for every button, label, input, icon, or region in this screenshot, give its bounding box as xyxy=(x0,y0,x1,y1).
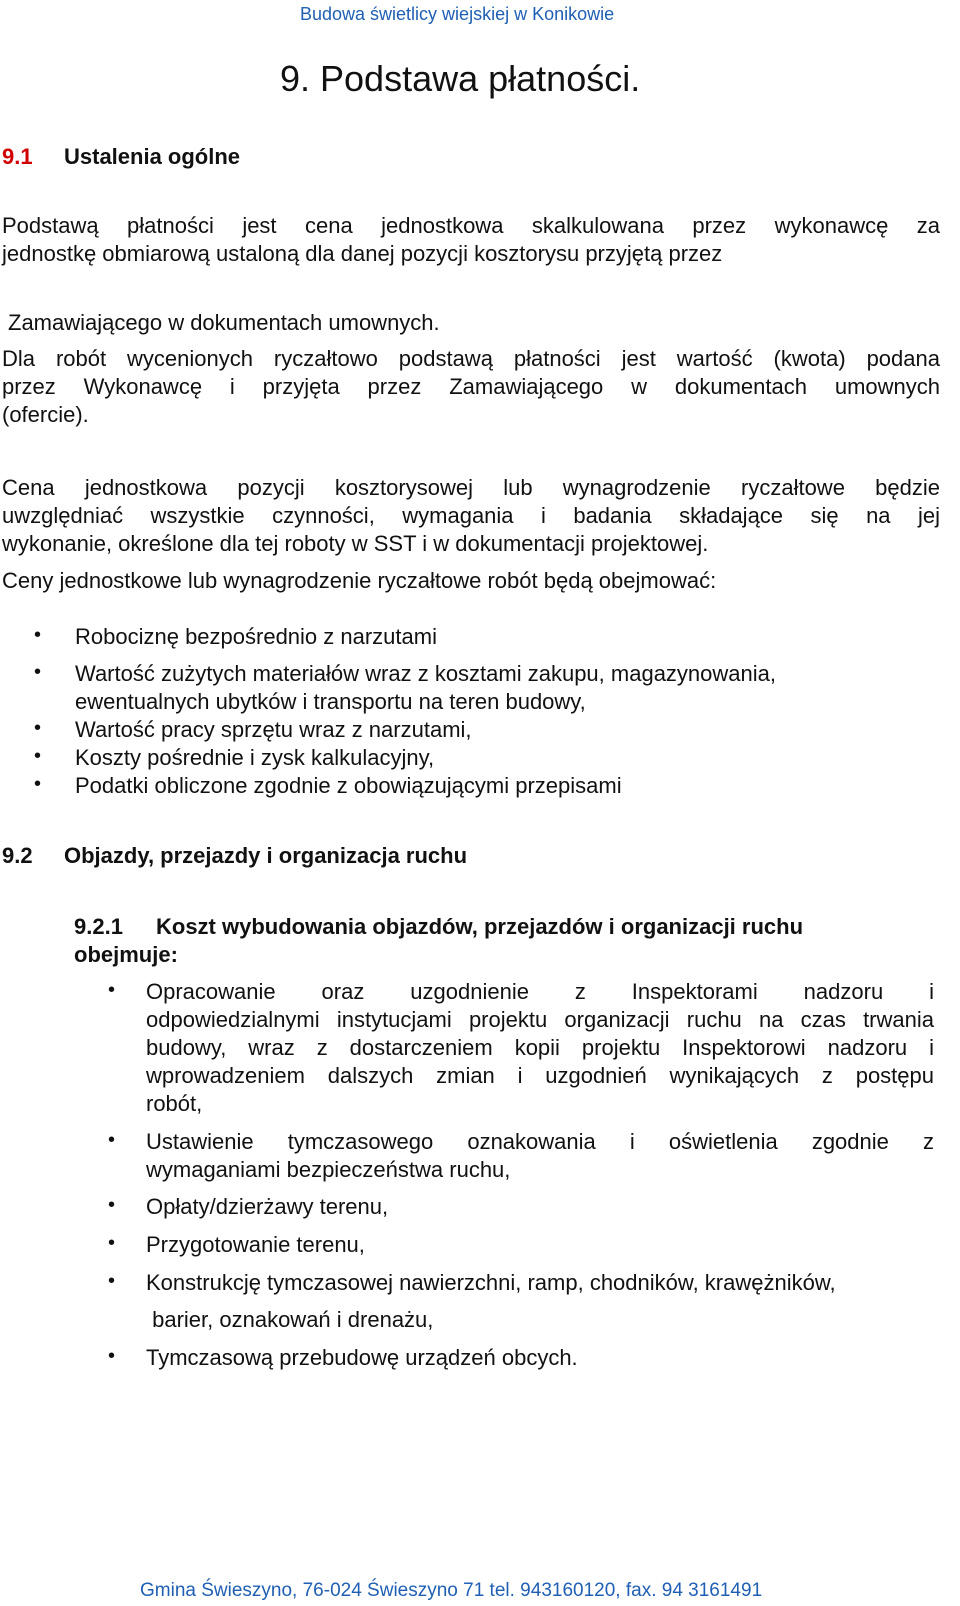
list-item-continuation xyxy=(146,1306,433,1334)
section-number: 9.1 xyxy=(2,144,33,169)
paragraph-4: Ceny jednostkowe lub wynagrodzenie ryczałtowe robót będą obejmować: xyxy=(2,568,717,593)
list-item-text: Podatki obliczone zgodnie z obowiązującymi przepisami xyxy=(75,773,622,798)
paragraph-line: (ofercie). xyxy=(2,402,89,427)
paragraph-line: wykonanie, określone dla tej roboty w SST i w dokumentacji projektowej. xyxy=(2,531,709,556)
paragraph-line: uwzględniać wszystkie czynności, wymagania i badania składające się na jej xyxy=(2,503,940,528)
bullet-marker: • xyxy=(108,1129,116,1151)
bullet-marker: • xyxy=(108,979,116,1001)
bullet-marker: • xyxy=(34,717,42,739)
section-heading-9-2 xyxy=(2,843,467,869)
paragraph-1-continuation: Zamawiającego w dokumentach umownych. xyxy=(8,310,440,335)
paragraph-2 xyxy=(2,345,940,429)
list-item-text: Koszty pośrednie i zysk kalkulacyjny, xyxy=(75,745,435,770)
bullet-marker: • xyxy=(108,1232,116,1254)
bullet-marker: • xyxy=(34,624,42,646)
list-item xyxy=(146,1128,934,1184)
list-item-text: Konstrukcję tymczasowej nawierzchni, ramp, chodników, krawężników, xyxy=(146,1270,836,1295)
list-item xyxy=(75,623,437,651)
list-item xyxy=(146,1193,388,1221)
subsection-title: Koszt wybudowania objazdów, przejazdów i organizacji ruchu xyxy=(156,914,804,939)
list-item-text: odpowiedzialnymi instytucjami projektu organizacji ruchu na czas trwania xyxy=(146,1007,934,1032)
bullet-marker: • xyxy=(34,773,42,795)
bullet-marker: • xyxy=(108,1270,116,1292)
list-item-text: wprowadzeniem dalszych zmian i uzgodnień wynikających z postępu xyxy=(146,1063,934,1088)
bullet-marker: • xyxy=(34,661,42,683)
list-item xyxy=(75,716,472,744)
list-item xyxy=(146,978,934,1118)
bullet-marker: • xyxy=(34,745,42,767)
list-item xyxy=(146,1344,578,1372)
list-item xyxy=(75,744,434,772)
list-item-text: robót, xyxy=(146,1091,203,1116)
section-title: Ustalenia ogólne xyxy=(64,144,241,169)
list-item-text: Tymczasową przebudowę urządzeń obcych. xyxy=(146,1345,578,1370)
paragraph-line: Podstawą płatności jest cena jednostkowa skalkulowana przez wykonawcę za xyxy=(2,213,940,238)
list-item xyxy=(146,1231,365,1259)
paragraph-line: jednostkę obmiarową ustaloną dla danej pozycji kosztorysu przyjętą przez xyxy=(2,241,723,266)
subsection-number: 9.2.1 xyxy=(74,914,123,939)
list-item xyxy=(75,772,622,800)
subsection-title-continuation: obejmuje: xyxy=(74,942,178,967)
list-item-text: budowy, wraz z dostarczeniem kopii projektu Inspektorowi nadzoru i xyxy=(146,1035,934,1060)
list-item xyxy=(75,660,776,716)
running-header: Budowa świetlicy wiejskiej w Konikowie xyxy=(300,4,615,24)
list-item-text: wymaganiami bezpieczeństwa ruchu, xyxy=(146,1157,511,1182)
list-item-text: Robociznę bezpośrednio z narzutami xyxy=(75,624,437,649)
list-item-text: Przygotowanie terenu, xyxy=(146,1232,365,1257)
section-number: 9.2 xyxy=(2,843,33,868)
paragraph-line: Cena jednostkowa pozycji kosztorysowej lub wynagrodzenie ryczałtowe będzie xyxy=(2,475,940,500)
paragraph-1 xyxy=(2,212,940,268)
list-item-text: ewentualnych ubytków i transportu na teren budowy, xyxy=(75,689,586,714)
list-item-text: Opracowanie oraz uzgodnienie z Inspektorami nadzoru i xyxy=(146,979,934,1004)
list-item xyxy=(146,1269,836,1297)
list-item-text: Wartość pracy sprzętu wraz z narzutami, xyxy=(75,717,472,742)
list-item-text: Wartość zużytych materiałów wraz z kosztami zakupu, magazynowania, xyxy=(75,661,776,686)
paragraph-line: przez Wykonawcę i przyjęta przez Zamawiającego w dokumentach umownych xyxy=(2,374,940,399)
page-title: 9. Podstawa płatności. xyxy=(280,58,641,99)
bullet-marker: • xyxy=(108,1194,116,1216)
list-item-text: barier, oznakowań i drenażu, xyxy=(146,1307,434,1332)
paragraph-line: Dla robót wycenionych ryczałtowo podstawą płatności jest wartość (kwota) podana xyxy=(2,346,940,371)
bullet-marker: • xyxy=(108,1345,116,1367)
list-item-text: Ustawienie tymczasowego oznakowania i oświetlenia zgodnie z xyxy=(146,1129,934,1154)
paragraph-3 xyxy=(2,474,940,558)
section-title: Objazdy, przejazdy i organizacja ruchu xyxy=(64,843,468,868)
subsection-heading-9-2-1 xyxy=(74,913,803,969)
section-heading-9-1 xyxy=(2,144,240,170)
list-item-text: Opłaty/dzierżawy terenu, xyxy=(146,1194,389,1219)
page-footer: Gmina Świeszyno, 76-024 Świeszyno 71 tel. 943160120, fax. 94 3161491 xyxy=(140,1580,763,1601)
